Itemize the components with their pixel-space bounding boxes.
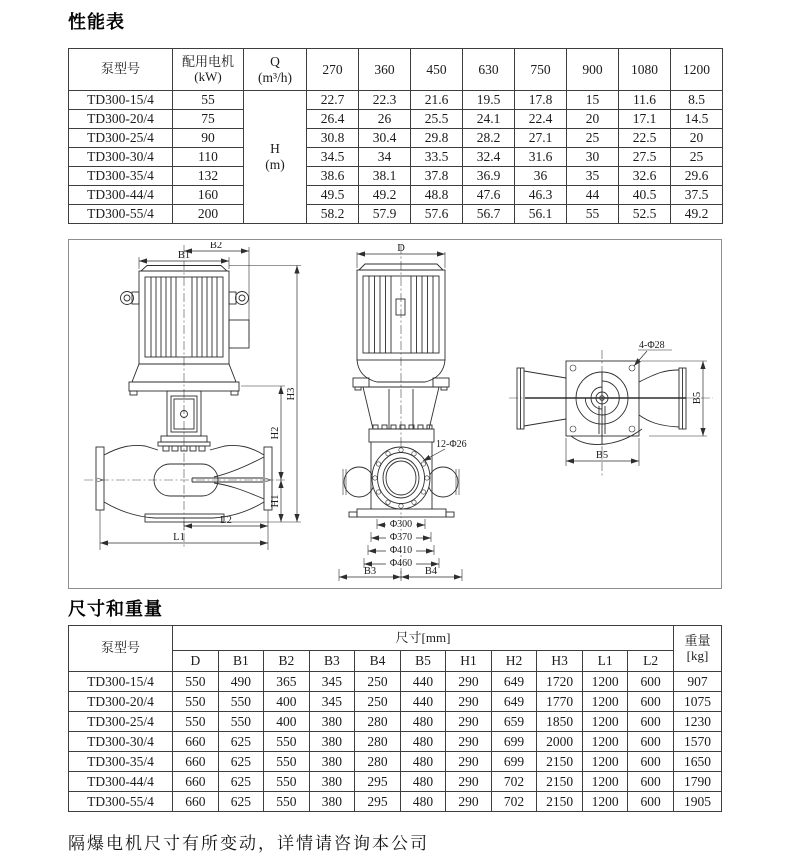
- dim-value-cell: 659: [491, 712, 537, 732]
- dim-col-header: B4: [355, 651, 401, 672]
- weight-value-cell: 907: [673, 672, 721, 692]
- table-row: [69, 772, 722, 792]
- dim-value-cell: 290: [446, 692, 492, 712]
- dim-value-cell: 290: [446, 772, 492, 792]
- head-value-cell: 56.1: [515, 205, 567, 224]
- dim-value-cell: 480: [400, 732, 446, 752]
- flow-symbol: Q: [270, 53, 280, 69]
- dim-value-cell: 1200: [582, 732, 628, 752]
- motor-header-line2: (kW): [194, 68, 222, 84]
- dim-value-cell: 440: [400, 672, 446, 692]
- pump-side-view-drawing: [79, 242, 311, 582]
- head-value-cell: 19.5: [463, 91, 515, 110]
- head-value-cell: 17.8: [515, 91, 567, 110]
- pump-model-cell: TD300-15/4: [69, 91, 173, 110]
- head-value-cell: 44: [567, 186, 619, 205]
- dim-label-b3: B3: [363, 566, 377, 577]
- front-dimensions: [339, 243, 467, 581]
- motor-power-cell: 132: [173, 167, 244, 186]
- table-row: [69, 692, 722, 712]
- dim-value-cell: 295: [355, 792, 401, 812]
- head-value-cell: 24.1: [463, 110, 515, 129]
- head-value-cell: 55: [567, 205, 619, 224]
- head-value-cell: 30.4: [359, 129, 411, 148]
- pump-model-cell: TD300-20/4: [69, 692, 173, 712]
- head-value-cell: 46.3: [515, 186, 567, 205]
- head-value-cell: 11.6: [619, 91, 671, 110]
- head-value-cell: 49.5: [307, 186, 359, 205]
- table-row: [69, 752, 722, 772]
- table-row: [69, 167, 723, 186]
- dim-value-cell: 702: [491, 772, 537, 792]
- head-value-cell: 40.5: [619, 186, 671, 205]
- head-value-cell: 57.6: [411, 205, 463, 224]
- weight-value-cell: 1570: [673, 732, 721, 752]
- dim-value-cell: 480: [400, 712, 446, 732]
- head-value-cell: 58.2: [307, 205, 359, 224]
- motor-col-header: [173, 49, 244, 91]
- dim-value-cell: 380: [309, 712, 355, 732]
- dim-value-cell: 600: [628, 772, 674, 792]
- dim-label-b4: B4: [424, 566, 438, 577]
- dim-value-cell: 290: [446, 752, 492, 772]
- size-group-header: 尺寸[mm]: [173, 626, 674, 651]
- dim-label-dia300: Φ300: [389, 519, 413, 530]
- dim-col-header: B1: [218, 651, 264, 672]
- pump-model-cell: TD300-35/4: [69, 752, 173, 772]
- motor-power-cell: 55: [173, 91, 244, 110]
- dim-value-cell: 380: [309, 772, 355, 792]
- head-value-cell: 49.2: [671, 205, 723, 224]
- table-row: [69, 712, 722, 732]
- dim-value-cell: 1200: [582, 792, 628, 812]
- dim-value-cell: 625: [218, 792, 264, 812]
- model-col-header: 泵型号: [69, 49, 173, 91]
- head-value-cell: 32.6: [619, 167, 671, 186]
- dim-value-cell: 625: [218, 752, 264, 772]
- pump-front-view-drawing: [319, 241, 521, 583]
- head-value-cell: 37.5: [671, 186, 723, 205]
- head-value-cell: 29.8: [411, 129, 463, 148]
- flow-value-header: 1200: [671, 49, 723, 91]
- dim-value-cell: 2000: [537, 732, 583, 752]
- dim-label-d: D: [397, 243, 405, 254]
- dim-value-cell: 365: [264, 672, 310, 692]
- dim-value-cell: 550: [173, 692, 219, 712]
- dim-value-cell: 699: [491, 732, 537, 752]
- dim-value-cell: 2150: [537, 772, 583, 792]
- table-row: [69, 792, 722, 812]
- dim-value-cell: 290: [446, 672, 492, 692]
- dim-value-cell: 1200: [582, 772, 628, 792]
- head-value-cell: 20: [671, 129, 723, 148]
- head-value-cell: 21.6: [411, 91, 463, 110]
- dim-value-cell: 699: [491, 752, 537, 772]
- head-value-cell: 38.1: [359, 167, 411, 186]
- dim-value-cell: 625: [218, 772, 264, 792]
- dim-col-header: B5: [400, 651, 446, 672]
- dim-value-cell: 490: [218, 672, 264, 692]
- head-value-cell: 34.5: [307, 148, 359, 167]
- dim-label-l2: L2: [220, 515, 232, 526]
- head-value-cell: 47.6: [463, 186, 515, 205]
- head-value-cell: 48.8: [411, 186, 463, 205]
- head-value-cell: 34: [359, 148, 411, 167]
- dim-value-cell: 345: [309, 692, 355, 712]
- weight-header-line1: 重量: [684, 632, 711, 648]
- dim-value-cell: 290: [446, 732, 492, 752]
- table-header-row: [69, 626, 722, 651]
- head-value-cell: 26.4: [307, 110, 359, 129]
- dim-col-header: B2: [264, 651, 310, 672]
- discharge-duct: [571, 368, 686, 444]
- dim-label-b5-bottom: B5: [595, 450, 609, 461]
- table-row: [69, 672, 722, 692]
- table-row: [69, 205, 723, 224]
- weight-value-cell: 1790: [673, 772, 721, 792]
- pump-model-cell: TD300-55/4: [69, 792, 173, 812]
- dim-value-cell: 290: [446, 712, 492, 732]
- dim-value-cell: 625: [218, 732, 264, 752]
- dim-value-cell: 1200: [582, 672, 628, 692]
- dim-value-cell: 600: [628, 672, 674, 692]
- dim-value-cell: 480: [400, 772, 446, 792]
- dim-label-h2: H2: [270, 426, 281, 440]
- dim-col-header: H2: [491, 651, 537, 672]
- dim-value-cell: 600: [628, 712, 674, 732]
- flow-value-header: 270: [307, 49, 359, 91]
- head-value-cell: 56.7: [463, 205, 515, 224]
- dim-value-cell: 660: [173, 772, 219, 792]
- table-header-row: [69, 49, 723, 91]
- dim-label-h3: H3: [286, 387, 297, 401]
- head-value-cell: 49.2: [359, 186, 411, 205]
- dim-label-b1: B1: [177, 250, 191, 261]
- head-value-cell: 28.2: [463, 129, 515, 148]
- dim-value-cell: 1770: [537, 692, 583, 712]
- dim-value-cell: 702: [491, 792, 537, 812]
- dim-value-cell: 380: [309, 752, 355, 772]
- head-value-cell: 38.6: [307, 167, 359, 186]
- head-value-cell: 15: [567, 91, 619, 110]
- head-value-cell: 36: [515, 167, 567, 186]
- dim-value-cell: 345: [309, 672, 355, 692]
- dim-value-cell: 550: [264, 752, 310, 772]
- dim-value-cell: 1720: [537, 672, 583, 692]
- pump-model-cell: TD300-25/4: [69, 129, 173, 148]
- head-value-cell: 27.5: [619, 148, 671, 167]
- flow-col-header: [244, 49, 307, 91]
- table-row: [69, 148, 723, 167]
- dim-value-cell: 400: [264, 712, 310, 732]
- head-value-cell: 52.5: [619, 205, 671, 224]
- flow-unit: (m³/h): [257, 69, 293, 85]
- dim-col-header: H3: [537, 651, 583, 672]
- head-value-cell: 36.9: [463, 167, 515, 186]
- head-value-cell: 27.1: [515, 129, 567, 148]
- head-value-cell: 57.9: [359, 205, 411, 224]
- dim-value-cell: 295: [355, 772, 401, 792]
- flow-value-header: 630: [463, 49, 515, 91]
- head-value-cell: 30: [567, 148, 619, 167]
- table-row: [69, 91, 723, 110]
- dim-col-header: L2: [628, 651, 674, 672]
- dim-label-b2: B2: [209, 242, 223, 251]
- weight-col-header: [673, 626, 721, 672]
- model-col-header: 泵型号: [69, 626, 173, 672]
- head-value-cell: 22.5: [619, 129, 671, 148]
- weight-value-cell: 1905: [673, 792, 721, 812]
- dimensions-table: [68, 625, 722, 812]
- dim-value-cell: 480: [400, 752, 446, 772]
- head-value-cell: 22.3: [359, 91, 411, 110]
- dim-value-cell: 550: [218, 712, 264, 732]
- head-value-cell: 30.8: [307, 129, 359, 148]
- dim-label-h1: H1: [270, 494, 281, 508]
- performance-section-title: 性能表: [68, 12, 125, 32]
- table-row: [69, 186, 723, 205]
- dim-value-cell: 280: [355, 732, 401, 752]
- motor-power-cell: 200: [173, 205, 244, 224]
- dim-value-cell: 550: [218, 692, 264, 712]
- dim-value-cell: 660: [173, 732, 219, 752]
- dim-value-cell: 440: [400, 692, 446, 712]
- motor-power-cell: 110: [173, 148, 244, 167]
- motor-side: [121, 266, 250, 365]
- dim-col-header: B3: [309, 651, 355, 672]
- pump-model-cell: TD300-35/4: [69, 167, 173, 186]
- dim-label-b5-side: B5: [692, 391, 703, 405]
- table-row: [69, 732, 722, 752]
- flow-value-header: 360: [359, 49, 411, 91]
- head-value-cell: 20: [567, 110, 619, 129]
- flow-value-header: 900: [567, 49, 619, 91]
- weight-value-cell: 1075: [673, 692, 721, 712]
- head-value-cell: 25: [567, 129, 619, 148]
- head-value-cell: 37.8: [411, 167, 463, 186]
- head-value-cell: 32.4: [463, 148, 515, 167]
- pump-model-cell: TD300-15/4: [69, 672, 173, 692]
- flow-value-header: 750: [515, 49, 567, 91]
- head-value-cell: 29.6: [671, 167, 723, 186]
- head-unit-cell: [244, 91, 307, 224]
- dim-col-header: D: [173, 651, 219, 672]
- dim-value-cell: 2150: [537, 752, 583, 772]
- dim-label-dia410: Φ410: [389, 545, 413, 556]
- pump-model-cell: TD300-20/4: [69, 110, 173, 129]
- side-dimensions: [100, 242, 301, 550]
- dim-value-cell: 600: [628, 752, 674, 772]
- pump-model-cell: TD300-44/4: [69, 186, 173, 205]
- dim-label-dia460: Φ460: [389, 558, 413, 569]
- pump-top-view-drawing: [509, 326, 721, 501]
- dim-value-cell: 280: [355, 712, 401, 732]
- weight-value-cell: 1230: [673, 712, 721, 732]
- pump-model-cell: TD300-25/4: [69, 712, 173, 732]
- pump-flange-front: [343, 447, 459, 517]
- dim-value-cell: 550: [173, 672, 219, 692]
- head-value-cell: 22.7: [307, 91, 359, 110]
- dim-value-cell: 2150: [537, 792, 583, 812]
- dim-value-cell: 550: [264, 772, 310, 792]
- motor-power-cell: 90: [173, 129, 244, 148]
- motor-power-cell: 75: [173, 110, 244, 129]
- head-value-cell: 14.5: [671, 110, 723, 129]
- dimensions-section-title: 尺寸和重量: [68, 599, 163, 619]
- dim-value-cell: 550: [173, 712, 219, 732]
- dim-value-cell: 1200: [582, 752, 628, 772]
- dim-label-dia370: Φ370: [389, 532, 413, 543]
- weight-value-cell: 1650: [673, 752, 721, 772]
- head-value-cell: 22.4: [515, 110, 567, 129]
- dim-value-cell: 250: [355, 692, 401, 712]
- dim-col-header: L1: [582, 651, 628, 672]
- dim-value-cell: 1200: [582, 692, 628, 712]
- dim-value-cell: 649: [491, 672, 537, 692]
- dim-value-cell: 290: [446, 792, 492, 812]
- dim-value-cell: 660: [173, 752, 219, 772]
- head-value-cell: 17.1: [619, 110, 671, 129]
- dim-col-header: H1: [446, 651, 492, 672]
- table-row: [69, 129, 723, 148]
- pump-model-cell: TD300-44/4: [69, 772, 173, 792]
- weight-header-line2: [kg]: [686, 647, 709, 663]
- dim-value-cell: 600: [628, 732, 674, 752]
- dim-value-cell: 550: [264, 792, 310, 812]
- drawings-panel: [68, 239, 722, 589]
- dim-value-cell: 280: [355, 752, 401, 772]
- dim-value-cell: 380: [309, 792, 355, 812]
- head-value-cell: 8.5: [671, 91, 723, 110]
- head-value-cell: 25.5: [411, 110, 463, 129]
- volute-top: [525, 372, 686, 444]
- head-value-cell: 26: [359, 110, 411, 129]
- head-value-cell: 33.5: [411, 148, 463, 167]
- dim-value-cell: 400: [264, 692, 310, 712]
- dim-value-cell: 250: [355, 672, 401, 692]
- dim-label-l1: L1: [173, 532, 185, 543]
- dim-value-cell: 380: [309, 732, 355, 752]
- dim-value-cell: 600: [628, 692, 674, 712]
- dim-value-cell: 660: [173, 792, 219, 812]
- dim-value-cell: 600: [628, 792, 674, 812]
- head-value-cell: 35: [567, 167, 619, 186]
- head-symbol: H: [270, 141, 280, 157]
- footer-note: 隔爆电机尺寸有所变动，详情请咨询本公司: [68, 834, 429, 853]
- dim-value-cell: 1200: [582, 712, 628, 732]
- pump-model-cell: TD300-55/4: [69, 205, 173, 224]
- head-value-cell: 31.6: [515, 148, 567, 167]
- pump-model-cell: TD300-30/4: [69, 732, 173, 752]
- flow-value-header: 450: [411, 49, 463, 91]
- motor-header-line1: 配用电机: [181, 53, 234, 69]
- dim-value-cell: 649: [491, 692, 537, 712]
- head-unit: (m): [265, 157, 285, 172]
- dim-value-cell: 480: [400, 792, 446, 812]
- dim-value-cell: 1850: [537, 712, 583, 732]
- bolt-circle-note: 12-Φ26: [436, 439, 467, 450]
- flow-value-header: 1080: [619, 49, 671, 91]
- performance-table: [68, 48, 723, 224]
- dim-value-cell: 550: [264, 732, 310, 752]
- bolt-note: 4-Φ28: [639, 340, 665, 351]
- table-row: [69, 110, 723, 129]
- motor-power-cell: 160: [173, 186, 244, 205]
- pump-model-cell: TD300-30/4: [69, 148, 173, 167]
- head-value-cell: 25: [671, 148, 723, 167]
